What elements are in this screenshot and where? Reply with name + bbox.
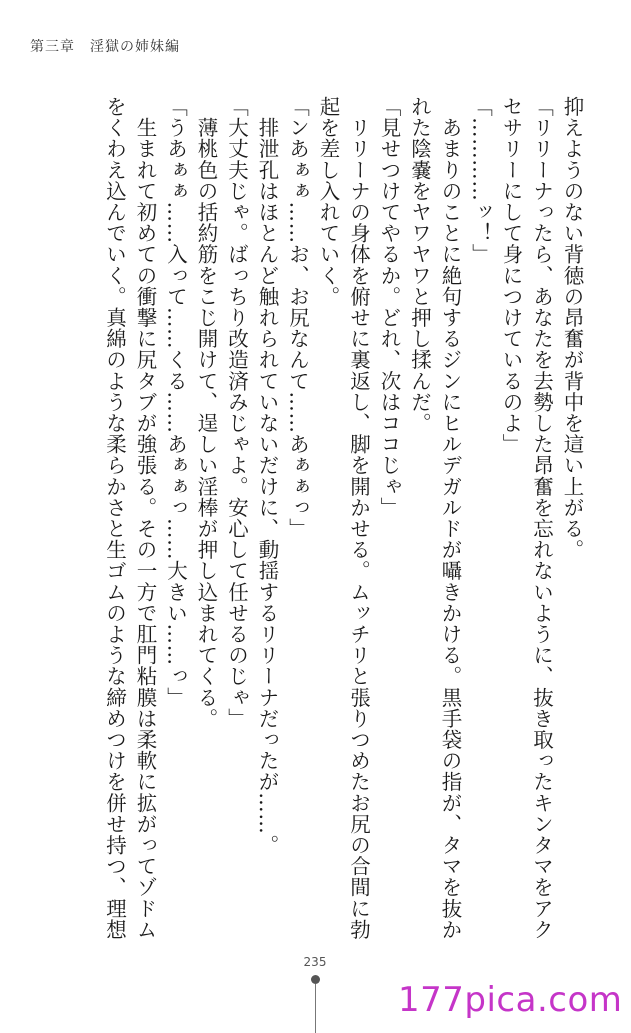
text-line: 起を差し入れていく。 (316, 96, 340, 307)
text-line: 「見せつけてやるか。どれ、次はココじゃ」 (377, 96, 401, 518)
text-line: 「リリーナったら、あなたを去勢した昂奮を忘れないように、抜き取ったキンタマをアク (529, 96, 554, 940)
text-line: あまりのことに絶句するジンにヒルデガルドが囁きかける。黒手袋の指が、タマを抜か (438, 96, 462, 940)
text-line: をくわえ込んでいく。真綿のような柔らかさと生ゴムのような締めつけを併せ持つ、理想 (102, 96, 127, 940)
page-number: 235 (303, 955, 327, 969)
text-line: 抑えようのない背徳の昂奮が背中を這い上がる。 (560, 96, 584, 561)
text-line: 「うあぁぁ……入って……くる……あぁぁっ……大きい……っ」 (163, 96, 188, 708)
running-head-chapter-title: 第三章 淫獄の姉妹編 (30, 39, 180, 55)
text-line: 排泄孔はほとんど触れられていないだけに、動揺するリリーナだったが……。 (255, 96, 279, 856)
text-line: 「大丈夫じゃ。ばっちり改造済みじゃよ。安心して任せるのじゃ」 (224, 96, 249, 729)
page-marker-dot (311, 975, 320, 984)
text-line: セサリーにして身につけているのよ」 (499, 96, 523, 455)
text-line: 薄桃色の括約筋をこじ開けて、逞しい淫棒が押し込まれてくる。 (194, 96, 218, 729)
text-line: リリーナの身体を俯せに裏返し、脚を開かせる。ムッチリと張りつめたお尻の合間に勃 (346, 96, 371, 940)
text-line: れた陰嚢をヤワヤワと押し揉んだ。 (407, 96, 432, 434)
text-line: 生まれて初めての衝撃に尻タブが強張る。その一方で肛門粘膜は柔軟に拡がってゾドム (133, 96, 157, 940)
page-marker-rule (315, 984, 316, 1033)
text-line: 「…………ッ！」 (468, 96, 493, 265)
text-line: 「ンあぁぁ……お、お尻なんて……あぁぁっ」 (285, 96, 310, 540)
vertical-body-text (99, 96, 587, 946)
watermark-text: 177pica.com (398, 980, 623, 1020)
